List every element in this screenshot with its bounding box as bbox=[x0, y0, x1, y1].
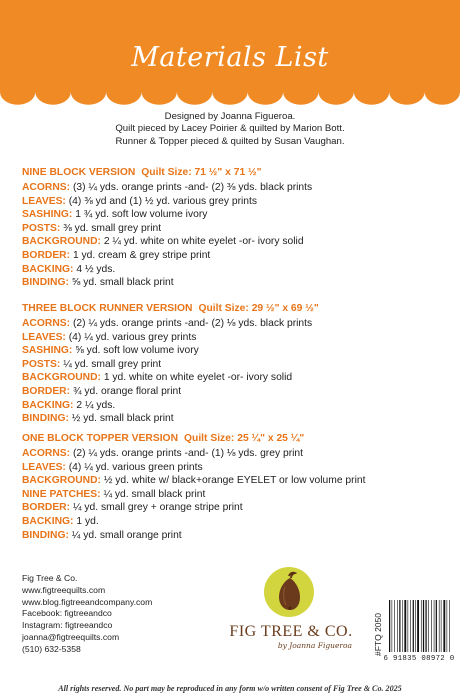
material-row bbox=[22, 222, 442, 236]
header-banner bbox=[0, 0, 460, 112]
material-value: ¼ yd. small orange print bbox=[71, 529, 182, 541]
section-one-block-topper bbox=[22, 432, 442, 542]
material-label: BACKGROUND: bbox=[22, 475, 101, 487]
material-row bbox=[22, 515, 442, 529]
material-value: ½ yd. small black print bbox=[71, 413, 174, 425]
material-row bbox=[22, 501, 442, 515]
material-row bbox=[22, 263, 442, 277]
material-label: ACORNS: bbox=[22, 182, 71, 193]
material-row bbox=[22, 474, 442, 488]
material-label: BACKGROUND: bbox=[22, 236, 101, 248]
version-name: NINE BLOCK VERSION bbox=[22, 167, 136, 178]
copyright-notice: All rights reserved. No part may be reproduced in any form w/o written consent of Fig Tree & Co. 2025 bbox=[58, 684, 402, 693]
material-label: BINDING: bbox=[22, 277, 69, 289]
material-row bbox=[22, 331, 442, 345]
credit-line: Quilt pieced by Lacey Poirier & quilted by Marion Bott. bbox=[115, 123, 345, 135]
material-row bbox=[22, 195, 442, 209]
material-row bbox=[22, 488, 442, 502]
material-value: 4 ½ yds. bbox=[76, 263, 116, 275]
material-label: POSTS: bbox=[22, 222, 61, 234]
material-value: (2) ¼ yds. orange prints -and- (2) ⅛ yds. black prints bbox=[72, 318, 313, 329]
material-row bbox=[22, 317, 442, 331]
instagram-handle: Instagram: figtreeandco bbox=[22, 620, 113, 631]
logo-wordmark: FIG TREE & CO. bbox=[229, 623, 353, 640]
quilt-size: Quilt Size: 71 ½" x 71 ½" bbox=[141, 167, 262, 178]
credit-line: Runner & Topper pieced & quilted by Susan Vaughan. bbox=[115, 135, 345, 147]
material-row bbox=[22, 208, 442, 222]
material-label: BACKING: bbox=[22, 399, 74, 411]
material-value: ¼ yd. small grey print bbox=[63, 358, 162, 370]
material-value: 2 ¼ yds. bbox=[76, 399, 116, 411]
material-row bbox=[22, 358, 442, 372]
material-label: ACORNS: bbox=[22, 448, 71, 459]
material-value: (2) ¼ yds. orange prints -and- (1) ⅛ yds. grey print bbox=[72, 448, 303, 459]
section-nine-block bbox=[22, 166, 442, 290]
contact-info bbox=[22, 573, 152, 656]
material-row bbox=[22, 235, 442, 249]
material-label: BORDER: bbox=[22, 249, 71, 261]
material-row bbox=[22, 447, 442, 461]
material-label: LEAVES: bbox=[22, 461, 66, 473]
material-value: ⅝ yd. small black print bbox=[71, 277, 174, 289]
company-name: Fig Tree & Co. bbox=[22, 573, 78, 583]
material-value: 1 yd. cream & grey stripe print bbox=[72, 249, 211, 261]
section-title bbox=[22, 432, 442, 445]
logo-byline: by Joanna Figueroa bbox=[277, 641, 352, 650]
material-value: ½ yd. white w/ black+orange EYELET or low volume print bbox=[103, 475, 366, 487]
material-label: BINDING: bbox=[22, 413, 69, 425]
material-value: (4) ¼ yd. various green prints bbox=[68, 461, 203, 473]
material-label: LEAVES: bbox=[22, 195, 66, 207]
section-three-block-runner bbox=[22, 302, 442, 426]
material-row bbox=[22, 181, 442, 195]
material-row bbox=[22, 344, 442, 358]
material-value: ⅜ yd. small grey print bbox=[63, 222, 162, 234]
material-value: (4) ⅜ yd and (1) ½ yd. various grey prints bbox=[68, 195, 258, 207]
material-value: (3) ¼ yds. orange prints -and- (2) ⅜ yds. black prints bbox=[72, 182, 313, 193]
version-name: ONE BLOCK TOPPER VERSION bbox=[22, 433, 179, 444]
material-label: BINDING: bbox=[22, 529, 69, 541]
material-value: ¼ yd. small grey + orange stripe print bbox=[72, 502, 243, 514]
email-link[interactable]: joanna@figtreequilts.com bbox=[22, 631, 120, 642]
material-label: BORDER: bbox=[22, 385, 71, 397]
credits bbox=[0, 111, 460, 148]
material-value: (4) ¼ yd. various grey prints bbox=[68, 331, 197, 343]
material-row bbox=[22, 249, 442, 263]
facebook-handle: Facebook: figtreeandco bbox=[22, 608, 112, 619]
material-row bbox=[22, 276, 442, 290]
material-label: POSTS: bbox=[22, 358, 61, 370]
material-label: LEAVES: bbox=[22, 331, 66, 343]
section-title bbox=[22, 302, 442, 315]
section-title bbox=[22, 166, 442, 179]
material-label: BACKGROUND: bbox=[22, 372, 101, 384]
quilt-size: Quilt Size: 29 ½" x 69 ½" bbox=[198, 303, 319, 314]
material-row bbox=[22, 529, 442, 543]
material-value: 2 ¼ yd. white on white eyelet -or- ivory solid bbox=[103, 236, 304, 248]
phone-number: (510) 632-5358 bbox=[22, 643, 81, 654]
material-label: BACKING: bbox=[22, 263, 74, 275]
material-value: 1 yd. white on white eyelet -or- ivory solid bbox=[103, 372, 293, 384]
material-label: BORDER: bbox=[22, 502, 71, 514]
material-label: ACORNS: bbox=[22, 318, 71, 329]
material-row bbox=[22, 371, 442, 385]
material-value: ¾ yd. orange floral print bbox=[72, 385, 182, 397]
brand-logo bbox=[229, 565, 353, 670]
material-row bbox=[22, 399, 442, 413]
material-label: SASHING: bbox=[22, 345, 73, 357]
page-title: Materials List bbox=[131, 42, 329, 73]
product-sku: #FTQ 2050 bbox=[373, 613, 383, 656]
material-value: ⅝ yd. soft low volume ivory bbox=[75, 345, 199, 357]
barcode bbox=[387, 600, 457, 654]
material-value: 1 yd. bbox=[76, 515, 99, 527]
fig-icon bbox=[264, 567, 314, 617]
version-name: THREE BLOCK RUNNER VERSION bbox=[22, 303, 193, 314]
material-row bbox=[22, 412, 442, 426]
material-row bbox=[22, 461, 442, 475]
material-value: ¼ yd. small black print bbox=[103, 488, 206, 500]
website-link[interactable]: www.figtreequilts.com bbox=[22, 584, 106, 595]
material-value: 1 ¾ yd. soft low volume ivory bbox=[75, 209, 208, 221]
material-label: NINE PATCHES: bbox=[22, 488, 101, 500]
barcode-number: 6 91835 08972 0 bbox=[383, 655, 455, 663]
material-row bbox=[22, 385, 442, 399]
quilt-size: Quilt Size: 25 ¼" x 25 ¼" bbox=[184, 433, 305, 444]
material-label: SASHING: bbox=[22, 209, 73, 221]
credit-line: Designed by Joanna Figueroa. bbox=[164, 111, 296, 122]
material-label: BACKING: bbox=[22, 515, 74, 527]
blog-link[interactable]: www.blog.figtreeandcompany.com bbox=[22, 596, 153, 607]
